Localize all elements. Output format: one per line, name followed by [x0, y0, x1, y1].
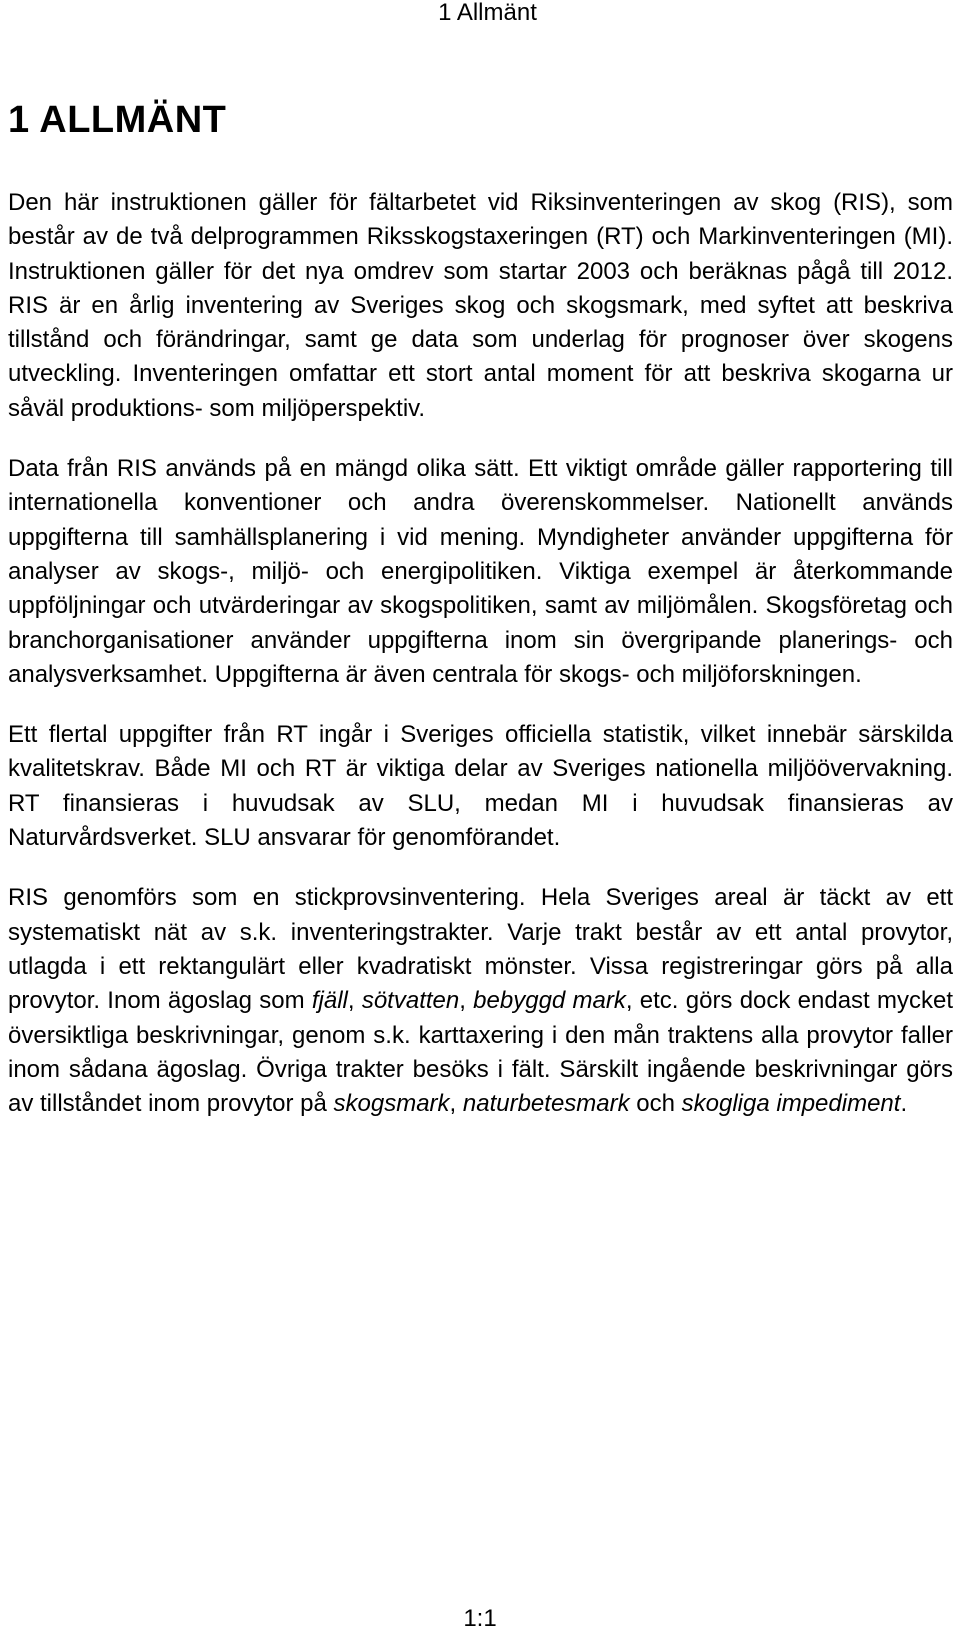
- text-run: ,: [449, 1090, 463, 1118]
- italic-term: skogsmark: [333, 1090, 450, 1118]
- page-number: 1:1: [463, 1605, 497, 1632]
- text-run: RIS genomförs som en stickprovsinventering. Hela Sveriges areal är täckt av ett systematiskt nät av s.k. inventeringstrakter. Varje trakt består av ett antal provytor, utlagda i ett rektangulärt eller kvadratiskt mönster. Vissa registreringar görs på alla provytor. Inom ägoslag som: [8, 884, 953, 1015]
- italic-term: naturbetesmark: [462, 1090, 630, 1118]
- paragraph-4: [8, 881, 953, 1121]
- italic-term: sötvatten: [361, 987, 460, 1015]
- italic-term: fjäll: [311, 987, 348, 1015]
- text-run: och: [629, 1090, 682, 1118]
- paragraph-3: [8, 718, 953, 855]
- running-header: 1 Allmänt: [438, 0, 537, 26]
- text-run: , etc. görs dock endast mycket översiktliga beskrivningar, genom s.k. karttaxering i den mån traktens alla provytor faller inom sådana ägoslag. Övriga trakter besöks i fält. Särskilt ingående beskrivningar görs av tillståndet inom provytor på: [8, 987, 953, 1118]
- italic-term: skogliga impediment: [681, 1090, 901, 1118]
- text-run: Data från RIS används på en mängd olika sätt. Ett viktigt område gäller rapportering till internationella konventioner och andra överenskommelser. Nationellt används uppgifterna till samhällsplanering i vid mening. Myndigheter använder uppgifterna för analyser av skogs-, miljö- och energipolitiken. Viktiga exempel är återkommande uppföljningar och utvärderingar av skogspolitiken, samt av miljömålen. Skogsföretag och branchorganisationer använder uppgifterna inom sin övergripande planerings- och analysverksamhet. Uppgifterna är även centrala för skogs- och miljöforskningen.: [8, 455, 953, 688]
- text-run: ,: [459, 987, 474, 1015]
- italic-term: bebyggd mark: [473, 987, 626, 1015]
- text-run: .: [900, 1090, 908, 1118]
- text-run: Den här instruktionen gäller för fältarbetet vid Riksinventeringen av skog (RIS), som består av de två delprogrammen Riksskogstaxeringen (RT) och Markinventeringen (MI). Instruktionen gäller för det nya omdrev som startar 2003 och beräknas pågå till 2012. RIS är en årlig inventering av Sveriges skog och skogsmark, med syftet att beskriva tillstånd och förändringar, samt ge data som underlag för prognoser över skogens utveckling. Inventeringen omfattar ett stort antal moment för att beskriva skogarna ur såväl produktions- som miljöperspektiv.: [8, 189, 953, 422]
- text-run: ,: [347, 987, 362, 1015]
- body-text: [8, 186, 953, 1121]
- section-title: 1 ALLMÄNT: [8, 99, 227, 141]
- paragraph-2: [8, 452, 953, 692]
- text-run: Ett flertal uppgifter från RT ingår i Sveriges officiella statistik, vilket innebär särskilda kvalitetskrav. Både MI och RT är viktiga delar av Sveriges nationella miljöövervakning. RT finansieras i huvudsak av SLU, medan MI i huvudsak finansieras av Naturvårdsverket. SLU ansvarar för genomförandet.: [8, 721, 953, 852]
- paragraph-1: [8, 186, 953, 426]
